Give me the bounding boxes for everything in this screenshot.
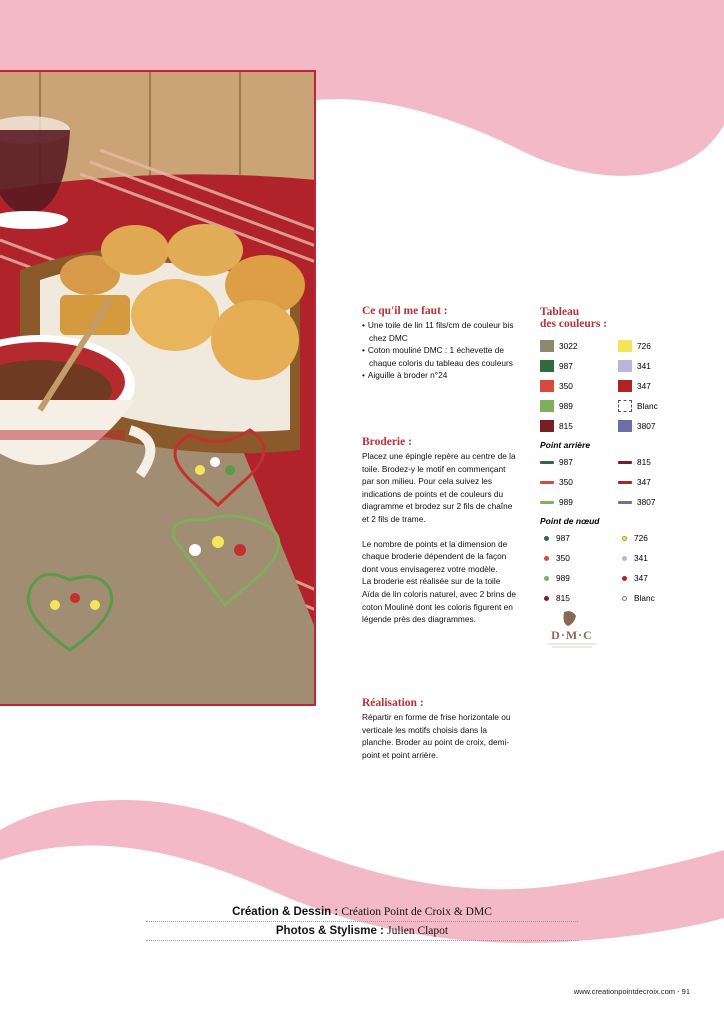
color-entry	[618, 378, 680, 394]
color-entry	[540, 418, 618, 434]
color-code: 341	[637, 361, 651, 371]
realisation-text: Répartir en forme de frise horizontale ou verticale les motifs choisis dans la planche. Broder au point de croix, demi-point et point arrière.	[362, 712, 511, 760]
dot-swatch	[544, 556, 549, 561]
materials-list	[362, 319, 522, 382]
credit-creation	[0, 906, 724, 918]
color-code: 989	[559, 401, 573, 411]
broderie-section	[362, 436, 518, 626]
color-entry	[618, 494, 680, 510]
backstitch-grid	[540, 454, 680, 510]
photo-frame	[0, 70, 316, 706]
color-entry	[540, 454, 618, 470]
color-code: 3807	[637, 421, 656, 431]
list-item: • Une toile de lin 11 fils/cm de couleur bis chez DMC	[362, 319, 522, 344]
footer-url: www.creationpointdecroix.com - 91	[573, 987, 690, 996]
credit-photos-label: Photos & Stylisme :	[275, 925, 384, 937]
color-code: Blanc	[634, 593, 655, 603]
line-swatch	[540, 501, 554, 504]
list-item: • Coton mouliné DMC : 1 échevette de chaque coloris du tableau des couleurs	[362, 344, 522, 369]
dot-swatch	[622, 596, 627, 601]
broderie-heading: Broderie :	[362, 436, 412, 448]
color-entry	[540, 474, 618, 490]
dot-swatch	[544, 596, 549, 601]
color-code: 347	[637, 381, 651, 391]
color-entry	[540, 398, 618, 414]
color-table-title	[540, 306, 680, 330]
paragraph: La broderie est réalisée sur de la toile Aïda de lin coloris naturel, avec 2 brins de coton Mouliné dont les coloris figurent en légende près des diagrammes.	[362, 576, 517, 625]
swatch	[618, 400, 632, 412]
line-swatch	[618, 501, 632, 504]
broderie-text	[362, 450, 518, 626]
swatch	[618, 360, 632, 372]
color-code: 987	[559, 457, 573, 467]
credit-photos	[0, 925, 724, 937]
backstitch-heading: Point arrière	[540, 440, 591, 450]
color-code: 987	[559, 361, 573, 371]
color-code: 989	[556, 573, 570, 583]
swatch	[540, 380, 554, 392]
dotted-divider	[146, 921, 578, 922]
color-entry	[540, 590, 618, 606]
color-entry	[540, 358, 618, 374]
color-entry	[618, 454, 680, 470]
title-line-1: Tableau	[540, 306, 580, 318]
dot-swatch	[622, 576, 627, 581]
credit-creation-label: Création & Dessin :	[232, 906, 339, 918]
color-entry	[618, 398, 680, 414]
color-code: 341	[634, 553, 648, 563]
paragraph: Le nombre de points et la dimension de chaque broderie dépendent de la façon dont vous envisagerez votre modèle.	[362, 538, 508, 574]
materials-heading: Ce qu'il me faut :	[362, 305, 448, 317]
swatch	[540, 360, 554, 372]
line-swatch	[540, 481, 554, 484]
dot-swatch	[544, 576, 549, 581]
dot-swatch	[622, 536, 627, 541]
knot-heading: Point de nœud	[540, 516, 600, 526]
color-code: 726	[637, 341, 651, 351]
color-code: 726	[634, 533, 648, 543]
realisation-section	[362, 697, 518, 761]
color-code: 350	[559, 381, 573, 391]
line-swatch	[618, 481, 632, 484]
materials-section	[362, 305, 522, 382]
paragraph: Placez une épingle repère au centre de la toile. Brodez-y le motif en commençant par son milieu. Pour cela suivez les indications de points et de couleurs du diagramme et brodez sur 2 fils de chaîne et 2 fils de trame.	[362, 451, 516, 524]
dot-swatch	[544, 536, 549, 541]
dotted-divider	[146, 940, 578, 941]
credits	[0, 906, 724, 944]
color-table	[540, 306, 680, 606]
color-code: 3022	[559, 341, 578, 351]
color-code: 3807	[637, 497, 656, 507]
color-entry	[540, 570, 618, 586]
color-entry	[618, 358, 680, 374]
color-code: 350	[559, 477, 573, 487]
color-entry	[540, 494, 618, 510]
color-code: 989	[559, 497, 573, 507]
credit-creation-value: Création Point de Croix & DMC	[341, 906, 492, 918]
swatch	[618, 420, 632, 432]
color-entry	[618, 530, 680, 546]
swatch	[618, 380, 632, 392]
list-item: • Aiguille à broder n°24	[362, 369, 522, 382]
dmc-logo-text: D·M·C	[551, 628, 593, 642]
knot-grid	[540, 530, 680, 606]
color-entry	[540, 550, 618, 566]
color-entry	[618, 474, 680, 490]
color-entry	[540, 530, 618, 546]
dmc-logo	[542, 610, 602, 652]
dot-swatch	[622, 556, 627, 561]
color-entry	[618, 550, 680, 566]
swatch	[618, 340, 632, 352]
color-code: Blanc	[637, 401, 658, 411]
color-entry	[618, 570, 680, 586]
color-code: 815	[637, 457, 651, 467]
swatch	[540, 420, 554, 432]
color-code: 987	[556, 533, 570, 543]
credit-photos-value: Julien Clapot	[387, 925, 449, 937]
color-code: 350	[556, 553, 570, 563]
color-code: 815	[556, 593, 570, 603]
line-swatch	[540, 461, 554, 464]
color-entry	[618, 338, 680, 354]
color-entry	[618, 418, 680, 434]
color-entry	[540, 378, 618, 394]
dmc-logo-mark	[542, 610, 602, 652]
color-entry	[618, 590, 680, 606]
line-swatch	[618, 461, 632, 464]
swatch	[540, 340, 554, 352]
color-code: 815	[559, 421, 573, 431]
title-line-2: des couleurs :	[540, 318, 608, 330]
realisation-heading: Réalisation :	[362, 697, 424, 709]
color-entry	[540, 338, 618, 354]
swatch	[540, 400, 554, 412]
cross-stitch-grid	[540, 338, 680, 434]
color-code: 347	[634, 573, 648, 583]
color-code: 347	[637, 477, 651, 487]
